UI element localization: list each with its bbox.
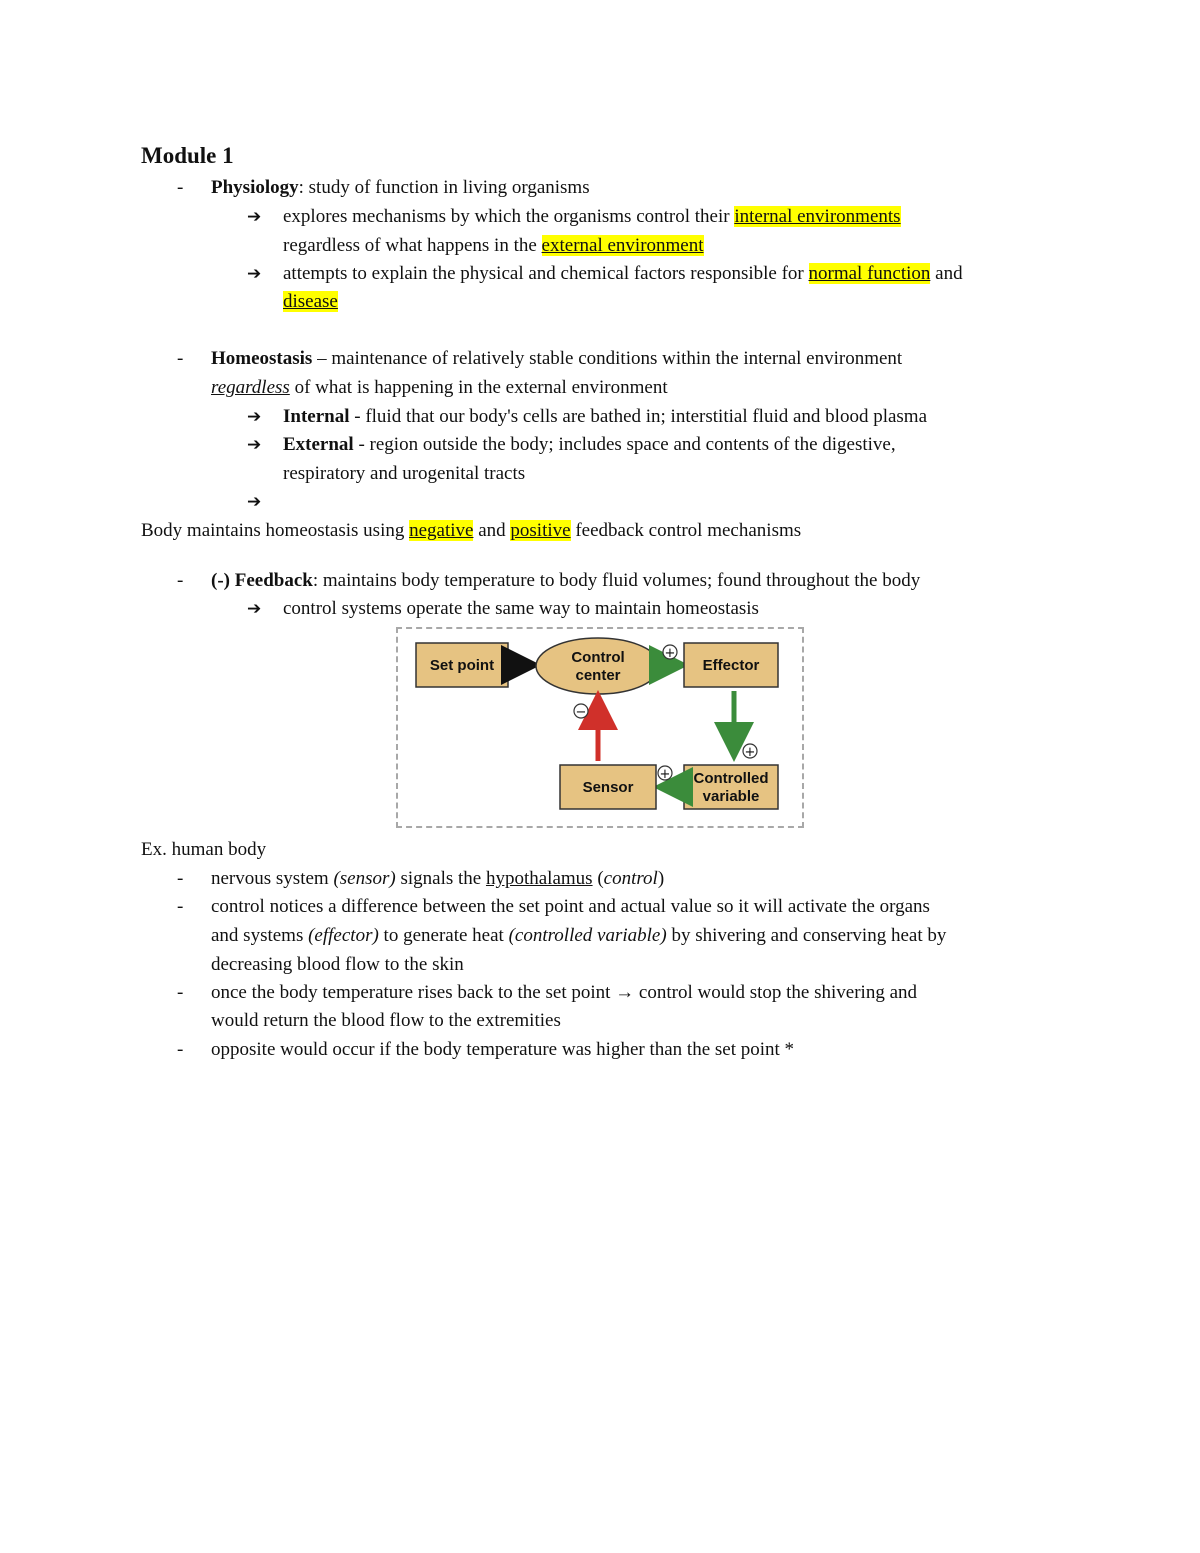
svg-text:+: + xyxy=(664,646,676,661)
regardless-emphasis: regardless xyxy=(211,377,290,398)
sensor-node xyxy=(560,765,656,809)
bullet-dash: - xyxy=(177,177,184,198)
plus-sign-icon xyxy=(743,744,757,760)
controlled-variable-node xyxy=(684,765,778,809)
arrow-bullet-icon: ➔ xyxy=(247,407,262,427)
arrow-bullet-icon: ➔ xyxy=(247,264,262,284)
physiology-point-1-cont: regardless of what happens in the external environment xyxy=(283,235,704,256)
example-bullet-3: once the body temperature rises back to the set point → control would stop the shivering and xyxy=(211,982,917,1003)
page-title: Module 1 xyxy=(141,143,234,168)
feedback-intro: Body maintains homeostasis using negative and positive feedback control mechanisms xyxy=(141,520,802,541)
svg-text:variable: variable xyxy=(702,788,760,805)
minus-sign-icon xyxy=(574,704,588,720)
example-bullet-2-cont: and systems (effector) to generate heat (controlled variable) by shivering and conserving heat by xyxy=(211,925,947,946)
bullet-dash: - xyxy=(177,868,184,889)
set-point-node xyxy=(416,643,508,687)
highlight-negative: negative xyxy=(409,520,474,541)
feedback-diagram-svg xyxy=(398,629,802,826)
bullet-dash: - xyxy=(177,982,184,1003)
highlight-external-environment: external environment xyxy=(541,235,704,256)
example-bullet-1: nervous system (sensor) signals the hypothalamus (control) xyxy=(211,868,665,889)
svg-text:center: center xyxy=(575,667,621,684)
arrow-bullet-icon: ➔ xyxy=(247,435,262,455)
svg-text:+: + xyxy=(744,745,756,760)
plus-sign-icon xyxy=(658,766,672,782)
physiology-term: Physiology xyxy=(211,177,299,198)
svg-text:Controlled: Controlled xyxy=(693,770,769,787)
homeostasis-line: Homeostasis – maintenance of relatively stable conditions within the internal environment xyxy=(211,348,903,369)
highlight-normal-function: normal function xyxy=(808,263,931,284)
physiology-definition: : study of function in living organisms xyxy=(298,177,590,198)
bullet-dash: - xyxy=(177,348,184,369)
svg-text:Sensor: Sensor xyxy=(582,779,634,796)
arrow-bullet-icon: ➔ xyxy=(247,492,262,512)
highlight-internal-environments: internal environments xyxy=(734,206,901,227)
bullet-dash: - xyxy=(177,570,184,591)
bullet-dash: - xyxy=(177,1039,184,1060)
svg-text:−: − xyxy=(575,705,587,720)
control-center-node xyxy=(536,638,660,694)
external-definition-cont: respiratory and urogenital tracts xyxy=(283,463,526,484)
homeostasis-line-2: regardless of what is happening in the external environment xyxy=(211,377,668,398)
arrow-bullet-icon: ➔ xyxy=(247,207,262,227)
svg-text:Effector: Effector xyxy=(702,657,760,674)
svg-text:Set point: Set point xyxy=(429,657,495,674)
example-bullet-4: opposite would occur if the body temperature was higher than the set point * xyxy=(211,1039,795,1060)
internal-definition: Internal - fluid that our body's cells are bathed in; interstitial fluid and blood plasma xyxy=(283,406,928,427)
homeostasis-term: Homeostasis xyxy=(211,348,313,369)
physiology-point-1: explores mechanisms by which the organisms control their internal environments xyxy=(283,206,901,227)
bullet-dash: - xyxy=(177,896,184,917)
physiology-point-2: attempts to explain the physical and chemical factors responsible for normal function and xyxy=(283,263,963,284)
effector-node xyxy=(684,643,778,687)
example-bullet-2: control notices a difference between the set point and actual value so it will activate the organs xyxy=(211,896,930,917)
neg-feedback-sub: control systems operate the same way to maintain homeostasis xyxy=(283,598,759,619)
example-bullet-2-cont2: decreasing blood flow to the skin xyxy=(211,954,464,975)
svg-text:Control: Control xyxy=(571,649,625,666)
arrow-bullet-icon: ➔ xyxy=(247,599,262,619)
example-heading: Ex. human body xyxy=(141,839,267,860)
highlight-positive: positive xyxy=(510,520,571,541)
physiology-line xyxy=(211,176,590,200)
physiology-point-2-cont xyxy=(283,290,338,314)
neg-feedback-line: (-) Feedback: maintains body temperature to body fluid volumes; found throughout the body xyxy=(211,570,921,591)
plus-sign-icon xyxy=(663,645,677,661)
external-definition: External - region outside the body; includes space and contents of the digestive, xyxy=(283,434,896,455)
highlight-disease: disease xyxy=(283,291,338,312)
hypothalamus-underlined: hypothalamus xyxy=(485,868,593,889)
example-bullet-3-cont: would return the blood flow to the extremities xyxy=(211,1010,561,1031)
feedback-loop-diagram xyxy=(396,627,804,828)
svg-text:+: + xyxy=(659,767,671,782)
